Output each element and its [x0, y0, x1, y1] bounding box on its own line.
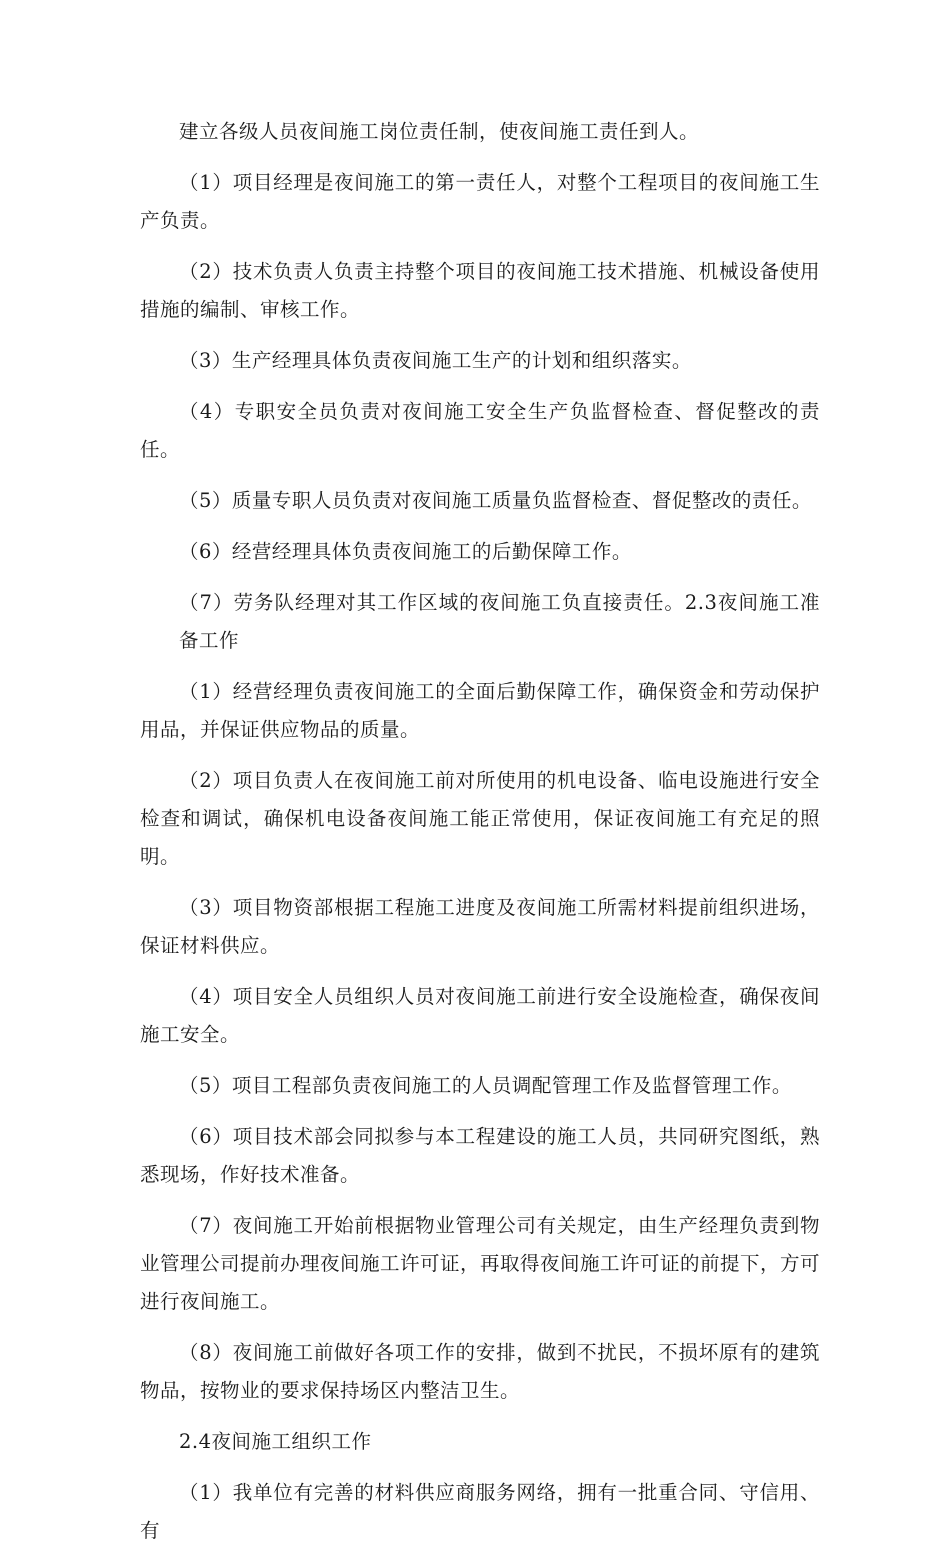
- responsibility-item-6: （6）经营经理具体负责夜间施工的后勤保障工作。: [179, 540, 632, 563]
- preparation-item-1: （1）经营经理负责夜间施工的全面后勤保障工作，确保资金和劳动保护用品，并保证供应物品的质量。: [140, 680, 820, 741]
- preparation-item-4: （4）项目安全人员组织人员对夜间施工前进行安全设施检查，确保夜间施工安全。: [140, 985, 820, 1046]
- responsibility-item-2: （2）技术负责人负责主持整个项目的夜间施工技术措施、机械设备使用措施的编制、审核工作。: [140, 260, 820, 321]
- preparation-item-5: （5）项目工程部负责夜间施工的人员调配管理工作及监督管理工作。: [179, 1074, 792, 1097]
- organization-item-1: （1）我单位有完善的材料供应商服务网络，拥有一批重合同、守信用、有: [140, 1481, 820, 1542]
- responsibility-item-4: （4）专职安全员负责对夜间施工安全生产负监督检查、督促整改的责任。: [140, 400, 820, 461]
- section-heading: 2.4夜间施工组织工作: [179, 1430, 372, 1453]
- preparation-item-2: （2）项目负责人在夜间施工前对所使用的机电设备、临电设施进行安全检查和调试，确保机电设备夜间施工能正常使用，保证夜间施工有充足的照明。: [140, 769, 820, 868]
- preparation-item-8: （8）夜间施工前做好各项工作的安排，做到不扰民，不损坏原有的建筑物品，按物业的要求保持场区内整洁卫生。: [140, 1341, 820, 1402]
- responsibility-item-7: （7）劳务队经理对其工作区域的夜间施工负直接责任。2.3夜间施工准备工作: [179, 591, 820, 652]
- responsibility-item-1: （1）项目经理是夜间施工的第一责任人，对整个工程项目的夜间施工生产负责。: [140, 171, 820, 232]
- document-body: [140, 113, 820, 1563]
- preparation-item-3: （3）项目物资部根据工程施工进度及夜间施工所需材料提前组织进场，保证材料供应。: [140, 896, 820, 957]
- responsibility-item-3: （3）生产经理具体负责夜间施工生产的计划和组织落实。: [179, 349, 692, 372]
- preparation-item-7: （7）夜间施工开始前根据物业管理公司有关规定，由生产经理负责到物业管理公司提前办理夜间施工许可证，再取得夜间施工许可证的前提下，方可进行夜间施工。: [140, 1214, 821, 1313]
- responsibility-item-5: （5）质量专职人员负责对夜间施工质量负监督检查、督促整改的责任。: [179, 489, 812, 512]
- preparation-item-6: （6）项目技术部会同拟参与本工程建设的施工人员，共同研究图纸，熟悉现场，作好技术准备。: [140, 1125, 820, 1186]
- intro-paragraph: 建立各级人员夜间施工岗位责任制，使夜间施工责任到人。: [179, 120, 700, 143]
